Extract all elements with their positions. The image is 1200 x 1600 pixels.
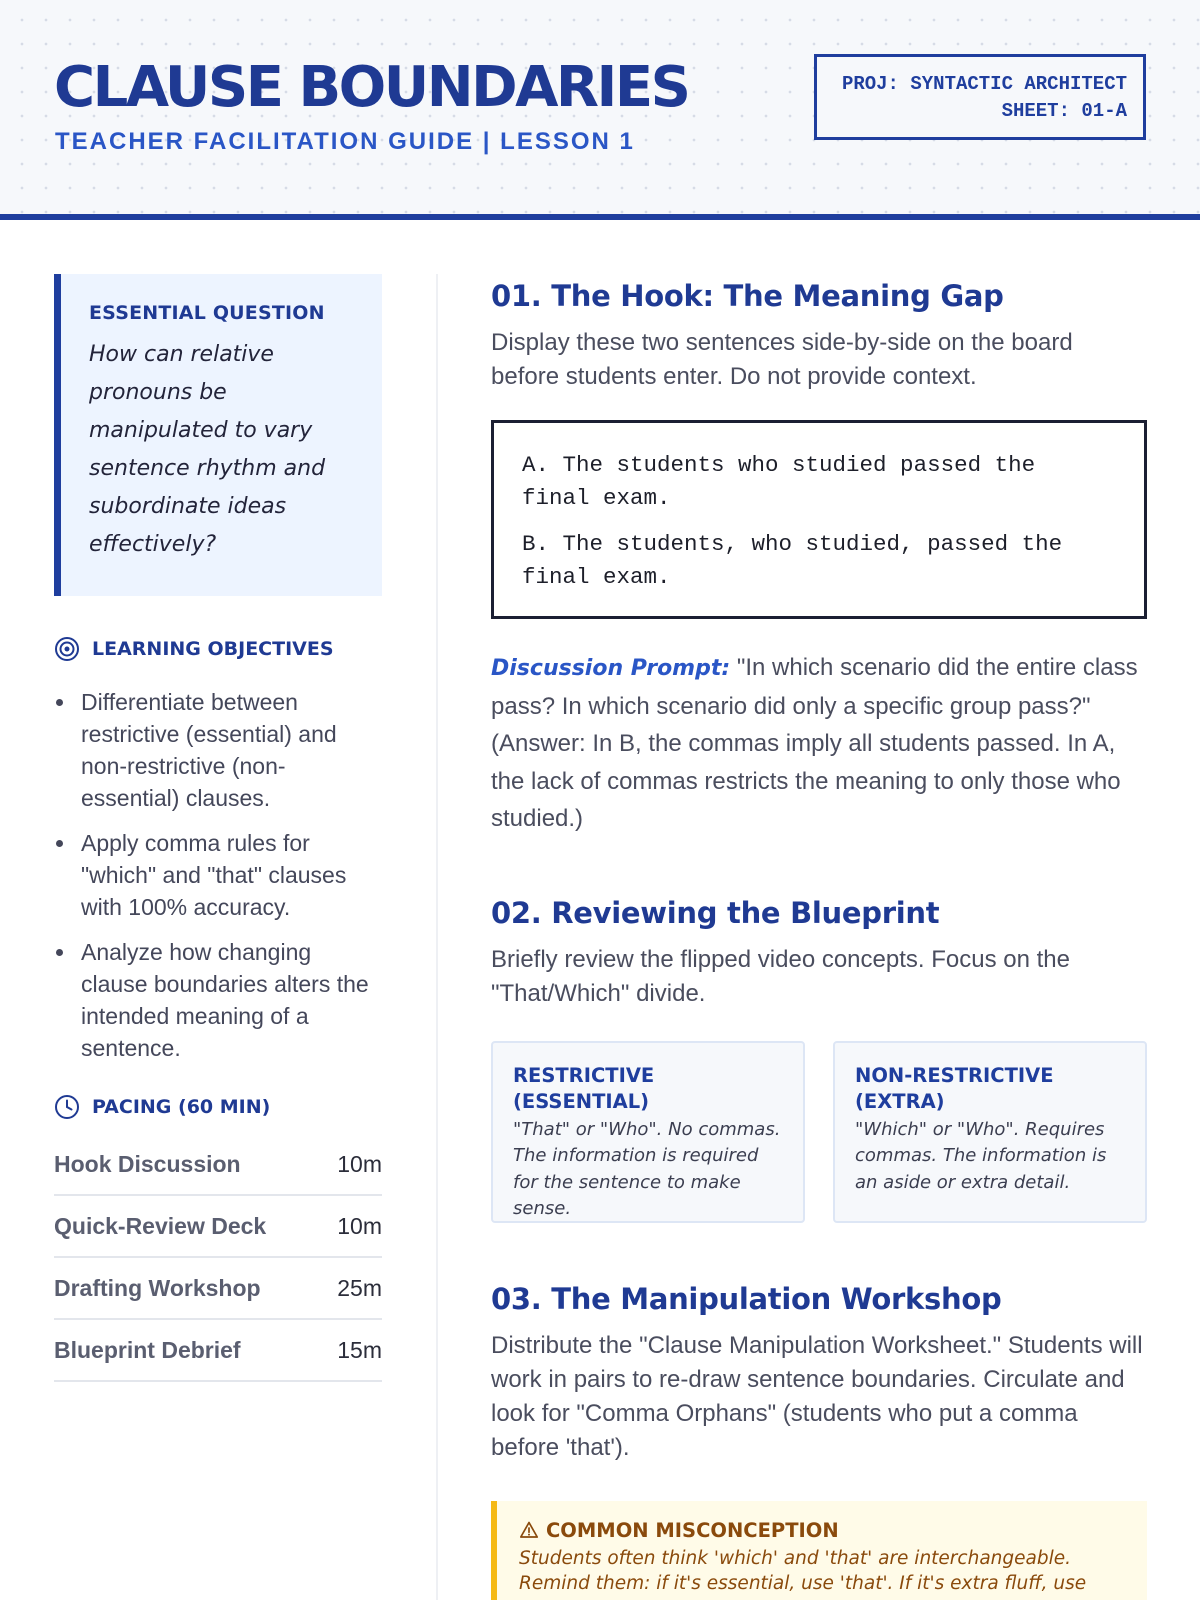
list-item: Apply comma rules for "which" and "that" clauses with 100% accuracy.	[54, 827, 382, 923]
pacing-row	[54, 1258, 382, 1320]
card-description: "Which" or "Who". Requires commas. The information is an aside or extra detail.	[855, 1118, 1107, 1193]
sentence-b: B. The students, who studied, passed the final exam.	[522, 531, 1063, 590]
section-hook	[491, 276, 1147, 838]
essential-question-text: How can relative pronouns be manipulated to vary sentence rhythm and subordinate ideas effectively?	[89, 342, 326, 557]
section-body: Display these two sentences side-by-side on the board before students enter. Do not provide context.	[491, 329, 1073, 390]
page-subtitle: TEACHER FACILITATION GUIDE | LESSON 1	[55, 128, 635, 155]
section-workshop	[491, 1279, 1147, 1600]
page-header	[0, 0, 1200, 220]
pacing-activity: Hook Discussion	[54, 1150, 241, 1177]
pacing-table	[54, 1134, 382, 1382]
section-body: Distribute the "Clause Manipulation Worksheet." Students will work in pairs to re-draw sentence boundaries. Circulate and look for "Comma Orphans" (students who put a comma before 'that').	[491, 1331, 1143, 1461]
essential-question-box	[54, 274, 382, 596]
pacing-time: 10m	[337, 1212, 382, 1239]
project-line: PROJ: SYNTACTIC ARCHITECT	[841, 73, 1127, 95]
pacing-row	[54, 1320, 382, 1382]
objectives-list	[54, 686, 382, 1064]
section-body: Briefly review the flipped video concepts. Focus on the "That/Which" divide.	[491, 945, 1070, 1007]
example-sentences-box	[491, 420, 1147, 619]
card-title: RESTRICTIVE (ESSENTIAL)	[513, 1063, 655, 1113]
section-title: 03. The Manipulation Workshop	[491, 1281, 1002, 1316]
pacing-activity: Drafting Workshop	[54, 1274, 261, 1301]
section-blueprint	[491, 893, 1147, 1223]
pacing-row	[54, 1134, 382, 1196]
project-stamp	[814, 54, 1146, 140]
pacing-time: 15m	[337, 1336, 382, 1363]
concept-card-restrictive	[491, 1041, 805, 1223]
sidebar	[54, 274, 382, 1382]
list-item: Differentiate between restrictive (essential) and non-restrictive (non-essential) clauses.	[54, 686, 382, 814]
clock-icon	[54, 1094, 80, 1120]
column-divider	[436, 274, 438, 1600]
target-icon	[54, 636, 80, 662]
section-title: 01. The Hook: The Meaning Gap	[491, 279, 1004, 313]
list-item: Analyze how changing clause boundaries alters the intended meaning of a sentence.	[54, 936, 382, 1064]
section-title: 02. Reviewing the Blueprint	[491, 895, 940, 930]
card-title: NON-RESTRICTIVE (EXTRA)	[855, 1063, 1054, 1113]
objectives-heading-label: LEARNING OBJECTIVES	[92, 638, 334, 660]
discussion-prompt	[491, 649, 1147, 838]
concept-cards	[491, 1041, 1147, 1223]
misconception-text: Students often think 'which' and 'that' are interchangeable. Remind them: if it's essential, use 'that'. If it's extra fluff, use	[519, 1547, 1087, 1594]
pacing-activity: Quick-Review Deck	[54, 1212, 267, 1239]
sentence-a: A. The students who studied passed the final exam.	[522, 452, 1036, 511]
objectives-heading	[54, 636, 382, 662]
pacing-heading-label: PACING (60 MIN)	[92, 1096, 271, 1118]
misconception-callout	[491, 1501, 1147, 1600]
pacing-time: 10m	[337, 1150, 382, 1177]
main-content	[491, 276, 1147, 1600]
pacing-row	[54, 1196, 382, 1258]
pacing-activity: Blueprint Debrief	[54, 1336, 241, 1363]
misconception-title	[519, 1519, 1127, 1542]
discussion-prompt-text: "In which scenario did the entire class pass? In which scenario did only a specific group pass?" (Answer: In B, the commas imply all students passed. In A, the lack of commas restricts the meaning to only those who studied.)	[491, 654, 1138, 832]
warning-icon	[519, 1520, 539, 1540]
misconception-title-label: COMMON MISCONCEPTION	[546, 1518, 839, 1542]
concept-card-non-restrictive	[833, 1041, 1147, 1223]
card-description: "That" or "Who". No commas. The information is required for the sentence to make sense.	[513, 1118, 781, 1219]
pacing-time: 25m	[337, 1274, 382, 1301]
sheet-line: SHEET: 01-A	[1001, 100, 1127, 122]
page-title: CLAUSE BOUNDARIES	[54, 55, 689, 120]
pacing-heading	[54, 1094, 382, 1120]
essential-question-label: ESSENTIAL QUESTION	[89, 302, 325, 324]
discussion-prompt-label: Discussion Prompt:	[491, 656, 731, 681]
